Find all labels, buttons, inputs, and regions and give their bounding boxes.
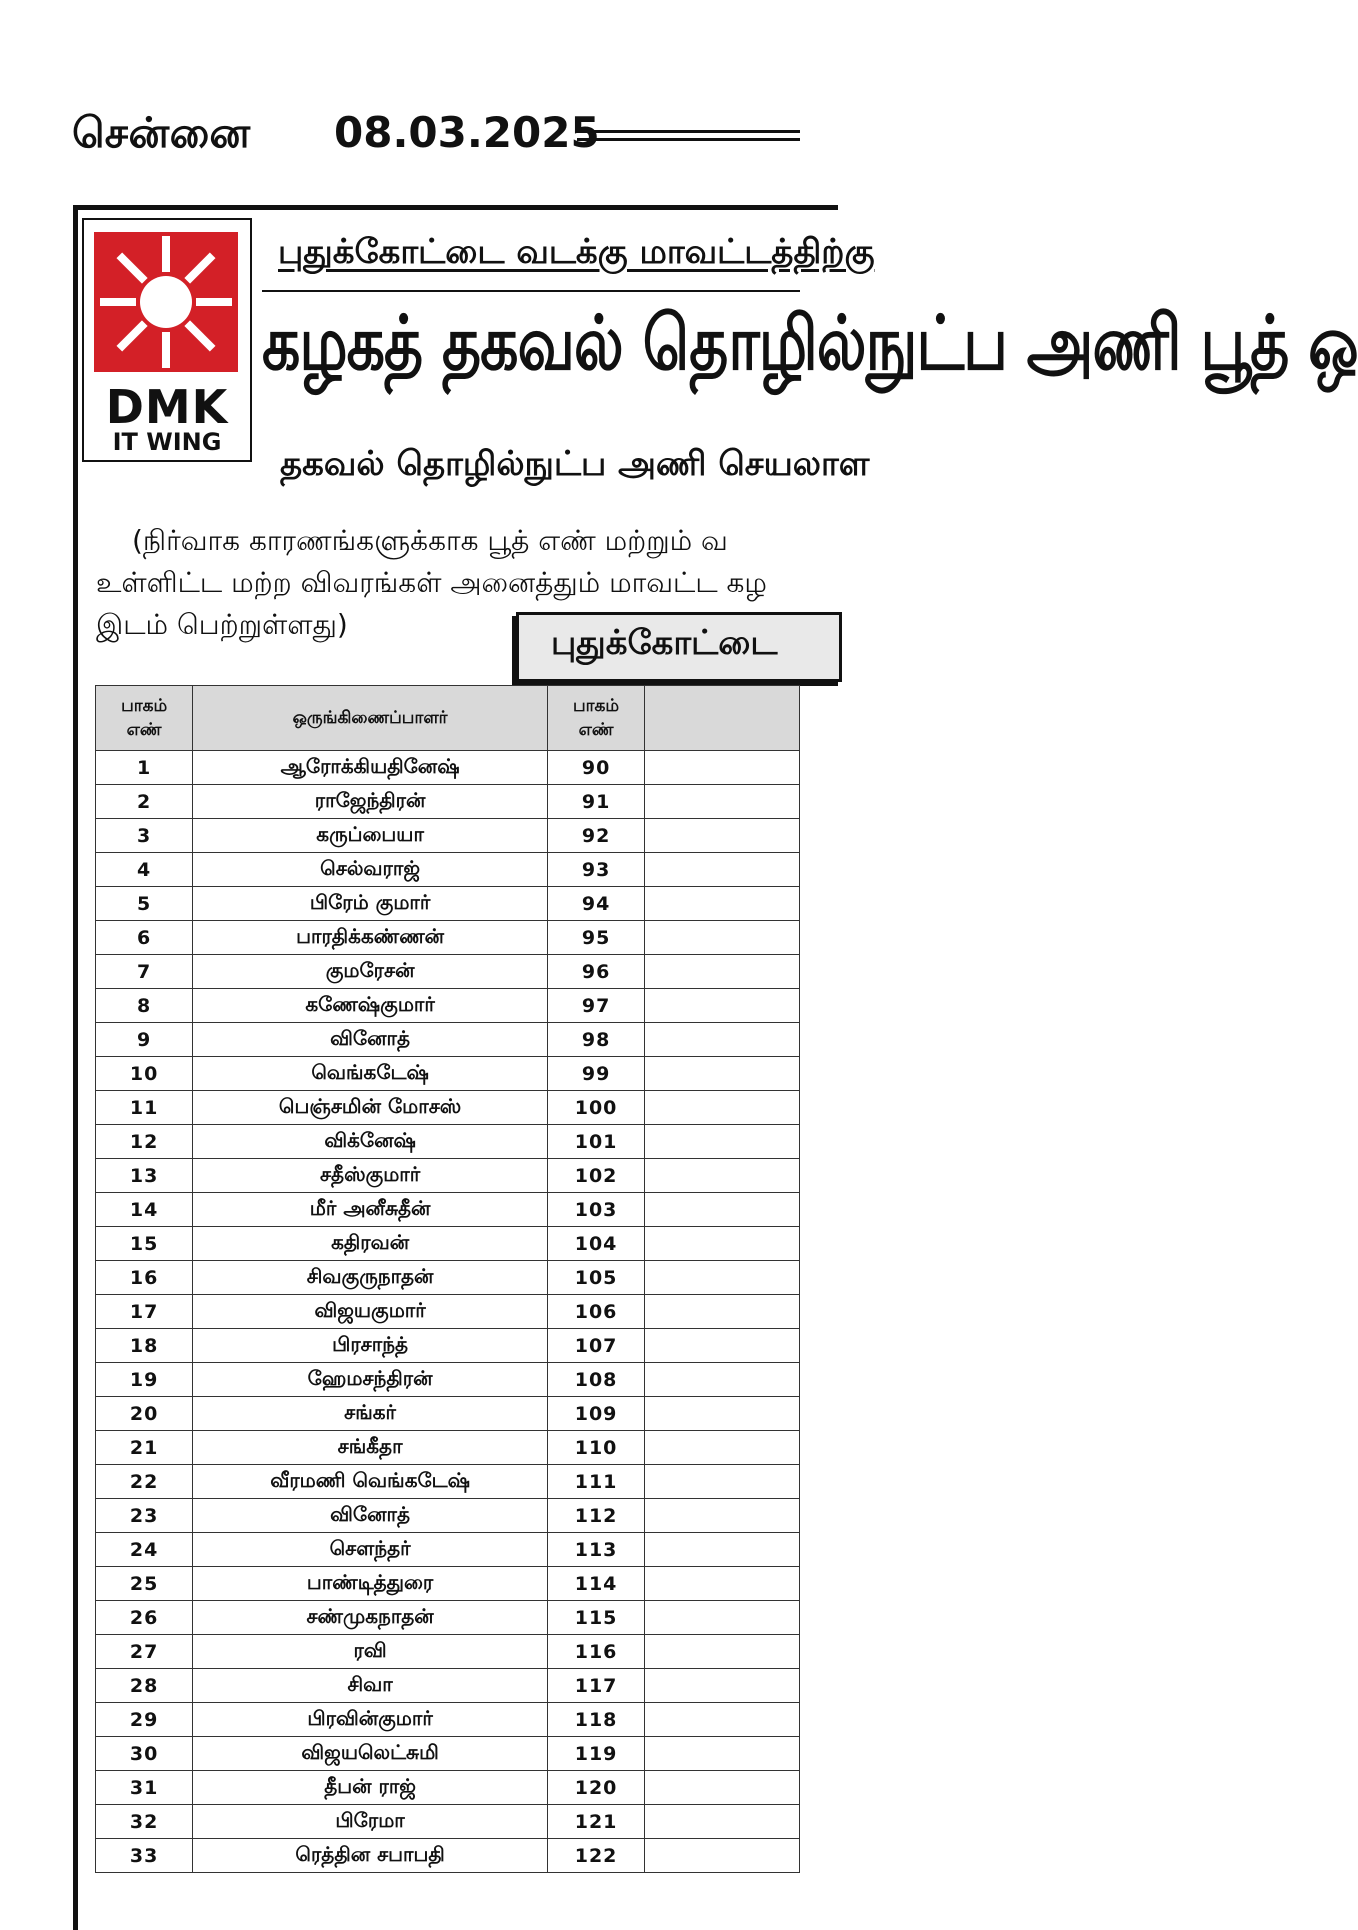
coordinator-2-cell xyxy=(645,989,800,1023)
coordinator-name-cell: வெங்கடேஷ் xyxy=(193,1057,548,1091)
part-no-2-cell: 107 xyxy=(547,1329,644,1363)
part-no-2-cell: 122 xyxy=(547,1839,644,1873)
header-part-no-text: பாகம் எண் xyxy=(121,696,168,740)
sun-rays-icon xyxy=(94,232,238,372)
part-no-cell: 25 xyxy=(96,1567,193,1601)
coordinator-2-cell xyxy=(645,887,800,921)
coordinator-name-cell: பிரேம் குமார் xyxy=(193,887,548,921)
table-row xyxy=(96,1499,800,1533)
coordinator-2-cell xyxy=(645,1805,800,1839)
part-no-2-cell: 102 xyxy=(547,1159,644,1193)
part-no-cell: 23 xyxy=(96,1499,193,1533)
part-no-cell: 31 xyxy=(96,1771,193,1805)
part-no-2-cell: 101 xyxy=(547,1125,644,1159)
coordinator-name-cell: மீர் அனீசுதீன் xyxy=(193,1193,548,1227)
part-no-cell: 7 xyxy=(96,955,193,989)
part-no-2-cell: 95 xyxy=(547,921,644,955)
table-row xyxy=(96,1023,800,1057)
part-no-2-cell: 91 xyxy=(547,785,644,819)
coordinator-2-cell xyxy=(645,819,800,853)
coordinator-2-cell xyxy=(645,1363,800,1397)
coordinator-2-cell xyxy=(645,853,800,887)
header-part-no xyxy=(96,686,193,751)
coordinator-2-cell xyxy=(645,1397,800,1431)
part-no-2-cell: 119 xyxy=(547,1737,644,1771)
part-no-2-cell: 117 xyxy=(547,1669,644,1703)
coordinator-name-cell: வினோத் xyxy=(193,1023,548,1057)
coordinator-2-cell xyxy=(645,1261,800,1295)
part-no-2-cell: 108 xyxy=(547,1363,644,1397)
coordinator-2-cell xyxy=(645,1635,800,1669)
coordinator-name-cell: சதீஸ்குமார் xyxy=(193,1159,548,1193)
coordinator-2-cell xyxy=(645,1227,800,1261)
part-no-cell: 6 xyxy=(96,921,193,955)
district-label: புதுக்கோட்டை xyxy=(551,623,778,663)
part-no-2-cell: 120 xyxy=(547,1771,644,1805)
coordinator-2-cell xyxy=(645,1703,800,1737)
coordinator-2-cell xyxy=(645,1601,800,1635)
coordinator-2-cell xyxy=(645,1533,800,1567)
coordinator-2-cell xyxy=(645,955,800,989)
coordinator-table xyxy=(95,685,800,1873)
coordinator-name-cell: பிரவின்குமார் xyxy=(193,1703,548,1737)
coordinator-2-cell xyxy=(645,1669,800,1703)
part-no-2-cell: 111 xyxy=(547,1465,644,1499)
part-no-2-cell: 94 xyxy=(547,887,644,921)
table-row xyxy=(96,1839,800,1873)
part-no-cell: 5 xyxy=(96,887,193,921)
header-part-no-2-text: பாகம் எண் xyxy=(573,696,620,740)
coordinator-name-cell: சண்முகநாதன் xyxy=(193,1601,548,1635)
coordinator-name-cell: சங்கீதா xyxy=(193,1431,548,1465)
coordinator-name-cell: சௌந்தர் xyxy=(193,1533,548,1567)
part-no-2-cell: 100 xyxy=(547,1091,644,1125)
notice-line-1: (நிர்வாக காரணங்களுக்காக பூத் எண் மற்றும் வ xyxy=(132,524,728,557)
part-no-cell: 12 xyxy=(96,1125,193,1159)
coordinator-2-cell xyxy=(645,1329,800,1363)
coordinator-2-cell xyxy=(645,1567,800,1601)
coordinator-name-cell: வீரமணி வெங்கடேஷ் xyxy=(193,1465,548,1499)
part-no-2-cell: 109 xyxy=(547,1397,644,1431)
coordinator-name-cell: பாண்டித்துரை xyxy=(193,1567,548,1601)
dateline-date: 08.03.2025 xyxy=(334,108,600,157)
table-row xyxy=(96,921,800,955)
dateline-rule xyxy=(577,130,800,133)
table-row xyxy=(96,853,800,887)
table-row xyxy=(96,1159,800,1193)
header-title: கழகத் தகவல் தொழில்நுட்ப அணி பூத் ஒ xyxy=(262,300,1358,388)
coordinator-name-cell: ஆரோக்கியதினேஷ் xyxy=(193,751,548,785)
coordinator-2-cell xyxy=(645,1193,800,1227)
coordinator-name-cell: குமரேசன் xyxy=(193,955,548,989)
coordinator-name-cell: கணேஷ்குமார் xyxy=(193,989,548,1023)
coordinator-2-cell xyxy=(645,751,800,785)
table-row xyxy=(96,1635,800,1669)
coordinator-name-cell: பிரசாந்த் xyxy=(193,1329,548,1363)
table-row xyxy=(96,1125,800,1159)
coordinator-name-cell: ரெத்தின சபாபதி xyxy=(193,1839,548,1873)
table-row xyxy=(96,955,800,989)
part-no-cell: 17 xyxy=(96,1295,193,1329)
table-row xyxy=(96,1601,800,1635)
part-no-cell: 18 xyxy=(96,1329,193,1363)
part-no-2-cell: 110 xyxy=(547,1431,644,1465)
coordinator-name-cell: கருப்பையா xyxy=(193,819,548,853)
part-no-cell: 19 xyxy=(96,1363,193,1397)
table-row xyxy=(96,819,800,853)
header-divider xyxy=(262,290,800,292)
part-no-cell: 8 xyxy=(96,989,193,1023)
table-row xyxy=(96,887,800,921)
part-no-cell: 2 xyxy=(96,785,193,819)
header-line-3: தகவல் தொழில்நுட்ப அணி செயலாள xyxy=(280,444,870,484)
table-row xyxy=(96,1431,800,1465)
part-no-cell: 24 xyxy=(96,1533,193,1567)
coordinator-name-cell: செல்வராஜ் xyxy=(193,853,548,887)
notice-line-2: உள்ளிட்ட மற்ற விவரங்கள் அனைத்தும் மாவட்ட கழ xyxy=(96,566,767,599)
coordinator-name-cell: பாரதிக்கண்ணன் xyxy=(193,921,548,955)
table-row xyxy=(96,1737,800,1771)
part-no-2-cell: 116 xyxy=(547,1635,644,1669)
part-no-cell: 13 xyxy=(96,1159,193,1193)
part-no-2-cell: 96 xyxy=(547,955,644,989)
coordinator-2-cell xyxy=(645,921,800,955)
part-no-2-cell: 113 xyxy=(547,1533,644,1567)
coordinator-2-cell xyxy=(645,1839,800,1873)
coordinator-name-cell: கதிரவன் xyxy=(193,1227,548,1261)
table-row xyxy=(96,1193,800,1227)
table-row xyxy=(96,1227,800,1261)
table-row xyxy=(96,1363,800,1397)
dmk-it-wing-logo xyxy=(82,218,252,462)
header-line-1: புதுக்கோட்டை வடக்கு மாவட்டத்திற்கு xyxy=(278,232,875,272)
part-no-2-cell: 114 xyxy=(547,1567,644,1601)
part-no-cell: 20 xyxy=(96,1397,193,1431)
table-row xyxy=(96,1057,800,1091)
part-no-2-cell: 99 xyxy=(547,1057,644,1091)
coordinator-2-cell xyxy=(645,1057,800,1091)
coordinator-2-cell xyxy=(645,1295,800,1329)
part-no-cell: 22 xyxy=(96,1465,193,1499)
part-no-2-cell: 97 xyxy=(547,989,644,1023)
dateline-city: சென்னை xyxy=(72,108,251,157)
part-no-2-cell: 115 xyxy=(547,1601,644,1635)
part-no-2-cell: 112 xyxy=(547,1499,644,1533)
header-coordinator-2 xyxy=(645,686,800,751)
coordinator-name-cell: ராஜேந்திரன் xyxy=(193,785,548,819)
part-no-2-cell: 92 xyxy=(547,819,644,853)
part-no-cell: 33 xyxy=(96,1839,193,1873)
table-row xyxy=(96,1329,800,1363)
part-no-cell: 27 xyxy=(96,1635,193,1669)
part-no-2-cell: 90 xyxy=(547,751,644,785)
coordinator-name-cell: ரவி xyxy=(193,1635,548,1669)
part-no-cell: 11 xyxy=(96,1091,193,1125)
coordinator-2-cell xyxy=(645,1125,800,1159)
notice-line-3: இடம் பெற்றுள்ளது) xyxy=(96,608,348,641)
logo-subtitle: IT WING xyxy=(112,428,222,456)
part-no-cell: 1 xyxy=(96,751,193,785)
part-no-cell: 29 xyxy=(96,1703,193,1737)
table-header-row xyxy=(96,686,800,751)
part-no-cell: 15 xyxy=(96,1227,193,1261)
coordinator-2-cell xyxy=(645,1091,800,1125)
table-row xyxy=(96,1091,800,1125)
coordinator-2-cell xyxy=(645,1499,800,1533)
coordinator-2-cell xyxy=(645,1431,800,1465)
table-row xyxy=(96,1669,800,1703)
table-row xyxy=(96,751,800,785)
coordinator-2-cell xyxy=(645,1159,800,1193)
part-no-2-cell: 121 xyxy=(547,1805,644,1839)
coordinator-2-cell xyxy=(645,785,800,819)
table-row xyxy=(96,1465,800,1499)
table-row xyxy=(96,1567,800,1601)
coordinator-2-cell xyxy=(645,1737,800,1771)
dateline xyxy=(72,108,800,158)
part-no-cell: 10 xyxy=(96,1057,193,1091)
part-no-2-cell: 98 xyxy=(547,1023,644,1057)
coordinator-2-cell xyxy=(645,1023,800,1057)
coordinator-name-cell: தீபன் ராஜ் xyxy=(193,1771,548,1805)
part-no-cell: 14 xyxy=(96,1193,193,1227)
part-no-2-cell: 118 xyxy=(547,1703,644,1737)
coordinator-name-cell: விஜயலெட்சுமி xyxy=(193,1737,548,1771)
table-row xyxy=(96,989,800,1023)
part-no-2-cell: 104 xyxy=(547,1227,644,1261)
coordinator-name-cell: வினோத் xyxy=(193,1499,548,1533)
header-coordinator: ஒருங்கிணைப்பாளர் xyxy=(193,686,548,751)
part-no-2-cell: 103 xyxy=(547,1193,644,1227)
part-no-2-cell: 106 xyxy=(547,1295,644,1329)
logo-title: DMK xyxy=(105,380,229,434)
coordinator-name-cell: விக்னேஷ் xyxy=(193,1125,548,1159)
coordinator-2-cell xyxy=(645,1465,800,1499)
table-row xyxy=(96,1771,800,1805)
coordinator-name-cell: ஹேமசந்திரன் xyxy=(193,1363,548,1397)
part-no-cell: 21 xyxy=(96,1431,193,1465)
part-no-cell: 26 xyxy=(96,1601,193,1635)
part-no-cell: 28 xyxy=(96,1669,193,1703)
coordinator-name-cell: பெஞ்சமின் மோசஸ் xyxy=(193,1091,548,1125)
table-row xyxy=(96,1261,800,1295)
table-row xyxy=(96,1397,800,1431)
table-row xyxy=(96,785,800,819)
part-no-2-cell: 93 xyxy=(547,853,644,887)
coordinator-name-cell: பிரேமா xyxy=(193,1805,548,1839)
part-no-cell: 3 xyxy=(96,819,193,853)
table-row xyxy=(96,1533,800,1567)
header-part-no-2 xyxy=(547,686,644,751)
table-row xyxy=(96,1295,800,1329)
coordinator-name-cell: சங்கர் xyxy=(193,1397,548,1431)
part-no-2-cell: 105 xyxy=(547,1261,644,1295)
coordinator-name-cell: சிவா xyxy=(193,1669,548,1703)
dateline-rule-double xyxy=(577,138,800,141)
table-row xyxy=(96,1703,800,1737)
district-label-box xyxy=(516,612,842,682)
coordinator-2-cell xyxy=(645,1771,800,1805)
part-no-cell: 4 xyxy=(96,853,193,887)
part-no-cell: 32 xyxy=(96,1805,193,1839)
coordinator-name-cell: விஜயகுமார் xyxy=(193,1295,548,1329)
part-no-cell: 30 xyxy=(96,1737,193,1771)
part-no-cell: 9 xyxy=(96,1023,193,1057)
table-row xyxy=(96,1805,800,1839)
part-no-cell: 16 xyxy=(96,1261,193,1295)
coordinator-name-cell: சிவகுருநாதன் xyxy=(193,1261,548,1295)
